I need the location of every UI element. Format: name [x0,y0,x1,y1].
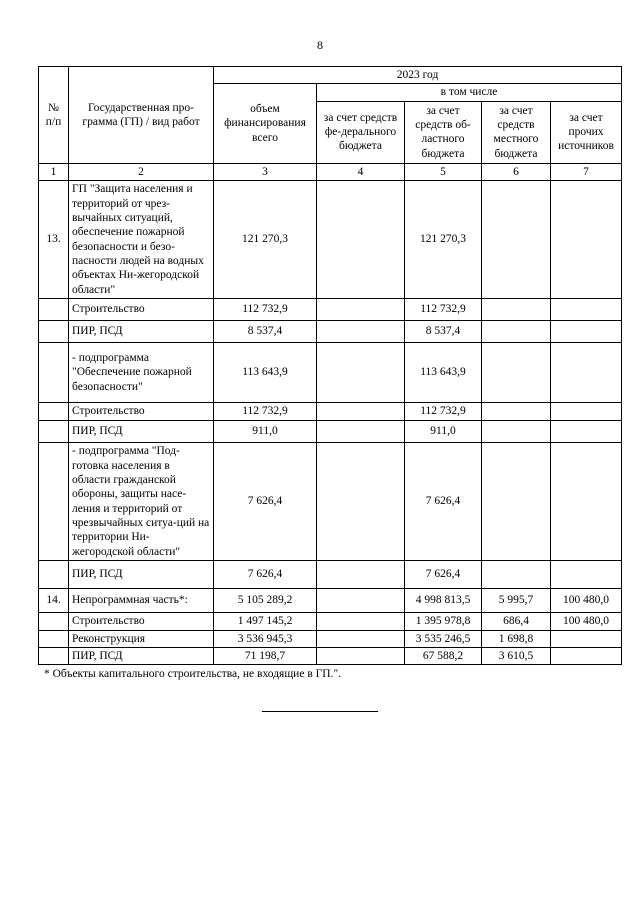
row-other [551,421,622,443]
row-name: Строительство [69,299,214,321]
row-federal [317,443,405,561]
row-number [39,561,69,589]
row-regional: 1 395 978,8 [405,613,482,630]
header-local: за счет средств местного бюджета [482,101,551,163]
column-number: 1 [39,163,69,180]
row-federal [317,589,405,613]
row-total: 3 536 945,3 [214,630,317,647]
row-number [39,613,69,630]
row-regional: 7 626,4 [405,443,482,561]
closing-rule [262,711,378,712]
table-row [39,181,622,299]
table-row [39,630,622,647]
row-other [551,343,622,403]
row-name: Строительство [69,613,214,630]
table-row [39,443,622,561]
row-number [39,630,69,647]
row-other [551,299,622,321]
row-other [551,630,622,647]
row-federal [317,321,405,343]
row-federal [317,630,405,647]
row-total: 911,0 [214,421,317,443]
table-row [39,343,622,403]
row-total: 7 626,4 [214,561,317,589]
row-other [551,443,622,561]
table-row [39,613,622,630]
row-name: ГП "Защита населения и территорий от чрез-вычайных ситуаций, обеспечение пожарной безопасности и безо-пасности людей на водных объектах Ни-жегородской области" [69,181,214,299]
row-name: - подпрограмма "Обеспечение пожарной безопасности" [69,343,214,403]
row-number [39,299,69,321]
row-total: 113 643,9 [214,343,317,403]
row-regional: 7 626,4 [405,561,482,589]
row-federal [317,299,405,321]
header-num: № п/п [39,67,69,164]
row-regional: 121 270,3 [405,181,482,299]
table-row [39,299,622,321]
row-local [482,181,551,299]
row-federal [317,421,405,443]
table-row [39,321,622,343]
column-number: 3 [214,163,317,180]
row-regional: 112 732,9 [405,299,482,321]
row-name: Строительство [69,403,214,421]
row-number [39,443,69,561]
row-regional: 67 588,2 [405,647,482,664]
row-regional: 113 643,9 [405,343,482,403]
row-federal [317,613,405,630]
financing-table [38,66,622,665]
row-local: 1 698,8 [482,630,551,647]
table-row [39,403,622,421]
page-number: 8 [317,38,323,52]
header-total: объем финансирования всего [214,84,317,163]
row-name: ПИР, ПСД [69,421,214,443]
row-local [482,561,551,589]
row-other [551,321,622,343]
row-local: 3 610,5 [482,647,551,664]
row-federal [317,647,405,664]
row-other [551,181,622,299]
row-number [39,321,69,343]
header-program: Государственная про-грамма (ГП) / вид работ [69,67,214,164]
row-regional: 911,0 [405,421,482,443]
row-local: 5 995,7 [482,589,551,613]
row-name: Реконструкция [69,630,214,647]
row-local [482,443,551,561]
row-number [39,343,69,403]
row-other: 100 480,0 [551,589,622,613]
row-other: 100 480,0 [551,613,622,630]
row-local [482,403,551,421]
row-regional: 4 998 813,5 [405,589,482,613]
row-total: 112 732,9 [214,299,317,321]
row-other [551,403,622,421]
row-local [482,343,551,403]
row-federal [317,561,405,589]
column-number: 7 [551,163,622,180]
row-total: 5 105 289,2 [214,589,317,613]
footnote: * Объекты капитального строительства, не входящие в ГП.". [44,668,342,680]
table-row [39,589,622,613]
row-number: 13. [39,181,69,299]
row-total: 112 732,9 [214,403,317,421]
row-regional: 112 732,9 [405,403,482,421]
row-federal [317,403,405,421]
row-total: 1 497 145,2 [214,613,317,630]
row-name: Непрограммная часть*: [69,589,214,613]
row-number [39,403,69,421]
header-other: за счет прочих источников [551,101,622,163]
row-local [482,421,551,443]
row-number: 14. [39,589,69,613]
row-total: 7 626,4 [214,443,317,561]
header-including: в том числе [317,84,622,101]
row-name: - подпрограмма "Под-готовка населения в области гражданской обороны, защиты насе-ления и территорий от чрезвычайных ситуа-ций на территории Ни-жегородской области" [69,443,214,561]
row-regional: 8 537,4 [405,321,482,343]
header-regional: за счет средств об-ластного бюджета [405,101,482,163]
table-row [39,421,622,443]
row-local: 686,4 [482,613,551,630]
row-regional: 3 535 246,5 [405,630,482,647]
table-row [39,647,622,664]
row-total: 8 537,4 [214,321,317,343]
column-number: 6 [482,163,551,180]
header-federal: за счет средств фе-дерального бюджета [317,101,405,163]
row-other [551,561,622,589]
row-federal [317,343,405,403]
row-local [482,299,551,321]
header-year: 2023 год [214,67,622,84]
row-name: ПИР, ПСД [69,647,214,664]
row-federal [317,181,405,299]
column-number: 2 [69,163,214,180]
row-other [551,647,622,664]
column-number: 4 [317,163,405,180]
table-row [39,561,622,589]
row-name: ПИР, ПСД [69,561,214,589]
row-total: 121 270,3 [214,181,317,299]
row-local [482,321,551,343]
column-number: 5 [405,163,482,180]
row-number [39,647,69,664]
row-name: ПИР, ПСД [69,321,214,343]
row-total: 71 198,7 [214,647,317,664]
row-number [39,421,69,443]
